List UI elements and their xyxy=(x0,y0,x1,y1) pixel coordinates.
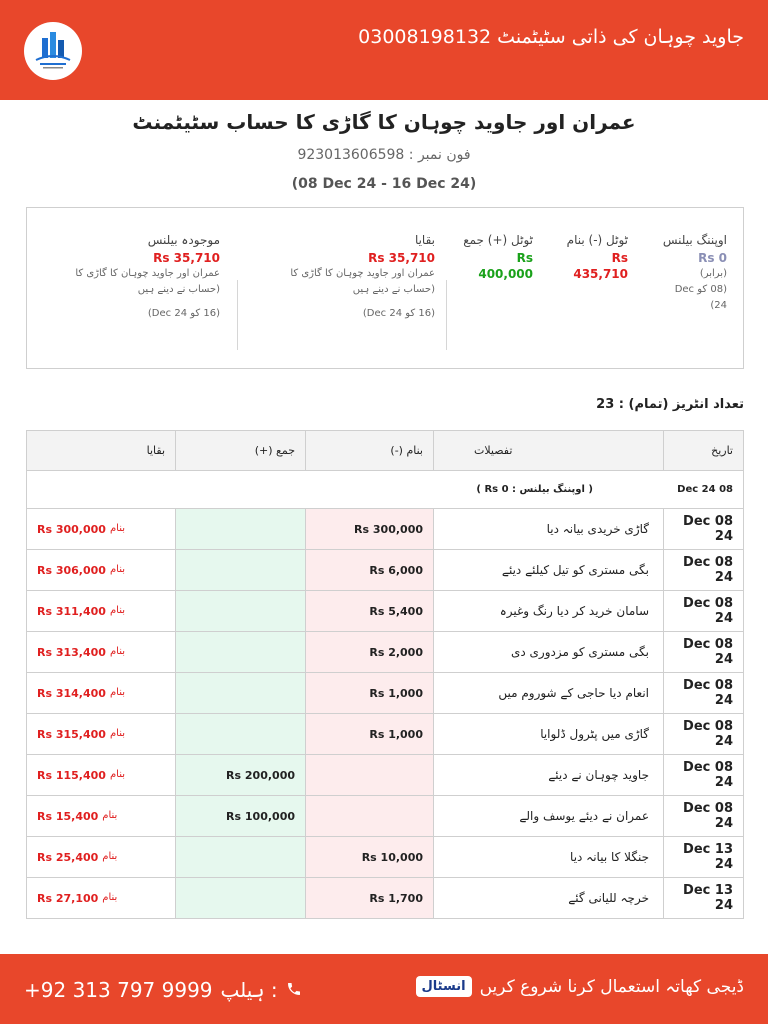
row-balance: بنام Rs 27,100 xyxy=(37,891,118,905)
row-details: جاوید چوہان نے دیئے xyxy=(433,755,663,795)
table-body xyxy=(27,509,743,919)
row-balance: بنام Rs 15,400 xyxy=(37,809,118,823)
row-credit xyxy=(175,550,305,590)
row-debit: Rs 1,000 xyxy=(305,714,433,754)
table-row xyxy=(27,878,743,919)
row-date: 08 Dec 24 xyxy=(663,796,743,836)
row-details: انعام دیا حاجی کے شوروم میں xyxy=(433,673,663,713)
opening-balance-row xyxy=(27,471,743,509)
row-credit: Rs 100,000 xyxy=(175,796,305,836)
header-title: جاوید چوہان کی ذاتی سٹیٹمنٹ 03008198132 xyxy=(358,26,744,48)
row-balance: بنام Rs 306,000 xyxy=(37,563,125,577)
row-details: خرچہ للیانی گئے xyxy=(433,878,663,918)
row-details: جنگلا کا بیانہ دیا xyxy=(433,837,663,877)
table-row xyxy=(27,755,743,796)
table-row xyxy=(27,673,743,714)
row-credit xyxy=(175,673,305,713)
row-credit xyxy=(175,509,305,549)
row-date: 13 Dec 24 xyxy=(663,837,743,877)
summary-divider xyxy=(237,280,238,350)
row-balance: بنام Rs 311,400 xyxy=(37,604,125,618)
help-label: ہیلپ : xyxy=(220,978,278,1002)
row-date: 08 Dec 24 xyxy=(663,591,743,631)
cta-text: ڈیجی کھاتہ استعمال کرنا شروع کریں xyxy=(479,977,744,997)
row-balance: بنام Rs 25,400 xyxy=(37,850,118,864)
header-date: تاریخ xyxy=(663,431,743,470)
row-details: بگی مستری کو مزدوری دی xyxy=(433,632,663,672)
statement-phone: فون نمبر : 923013606598 xyxy=(297,147,471,163)
header-debit: بنام (-) xyxy=(305,431,433,470)
table-row xyxy=(27,591,743,632)
header-credit: جمع (+) xyxy=(175,431,305,470)
entries-count: تعداد انٹریز (تمام) : 23 xyxy=(596,397,744,412)
summary-box xyxy=(26,207,744,369)
row-debit: Rs 2,000 xyxy=(305,632,433,672)
header xyxy=(0,0,768,100)
row-debit xyxy=(305,755,433,795)
table-row xyxy=(27,796,743,837)
opening-date: 08 Dec 24 xyxy=(677,484,733,495)
summary-remaining: بقایا Rs 35,710 عمران اور جاوید چوہان کا گاڑی کا (حساب نے دینے ہیں (16 کو Dec 24) xyxy=(290,233,435,319)
row-balance: بنام Rs 115,400 xyxy=(37,768,125,782)
header-details: تفصیلات xyxy=(433,431,663,470)
help-number[interactable]: +92 313 797 9999 xyxy=(24,978,213,1002)
row-credit xyxy=(175,632,305,672)
summary-total-debit: ٹوٹل (-) بنام Rs 435,710 xyxy=(566,233,628,281)
table-row xyxy=(27,509,743,550)
row-date: 08 Dec 24 xyxy=(663,755,743,795)
summary-opening: اوپننگ بیلنس Rs 0 (برابر) (08 کو Dec 24) xyxy=(662,233,727,311)
row-credit: Rs 200,000 xyxy=(175,755,305,795)
row-credit xyxy=(175,878,305,918)
row-date: 08 Dec 24 xyxy=(663,714,743,754)
table-header-row xyxy=(27,431,743,471)
row-details: سامان خرید کر دیا رنگ وغیرہ xyxy=(433,591,663,631)
summary-divider xyxy=(446,280,447,350)
row-debit: Rs 1,700 xyxy=(305,878,433,918)
statement-title: عمران اور جاوید چوہان کا گاڑی کا حساب سٹیٹمنٹ xyxy=(132,110,636,134)
table-row xyxy=(27,632,743,673)
row-details: گاڑی میں پٹرول ڈلوایا xyxy=(433,714,663,754)
app-logo xyxy=(24,22,82,80)
statement-date-range: (08 Dec 24 - 16 Dec 24) xyxy=(291,176,477,192)
table-row xyxy=(27,837,743,878)
help-contact[interactable] xyxy=(24,978,302,1002)
footer xyxy=(0,954,768,1024)
summary-total-credit: ٹوٹل (+) جمع Rs 400,000 xyxy=(463,233,533,281)
row-balance: بنام Rs 314,400 xyxy=(37,686,125,700)
install-button[interactable]: انسٹال xyxy=(416,976,472,997)
row-date: 13 Dec 24 xyxy=(663,878,743,918)
row-debit xyxy=(305,796,433,836)
row-balance: بنام Rs 300,000 xyxy=(37,522,125,536)
table-row xyxy=(27,714,743,755)
row-details: بگی مستری کو تیل کیلئے دیئے xyxy=(433,550,663,590)
row-credit xyxy=(175,714,305,754)
row-debit: Rs 10,000 xyxy=(305,837,433,877)
row-details: گاڑی خریدی بیانہ دیا xyxy=(433,509,663,549)
header-balance: بقایا xyxy=(146,444,165,457)
row-balance: بنام Rs 315,400 xyxy=(37,727,125,741)
row-date: 08 Dec 24 xyxy=(663,632,743,672)
row-debit: Rs 6,000 xyxy=(305,550,433,590)
opening-text: ( Rs 0 : اوپننگ بیلنس ) xyxy=(476,484,593,495)
row-debit: Rs 300,000 xyxy=(305,509,433,549)
row-date: 08 Dec 24 xyxy=(663,673,743,713)
row-date: 08 Dec 24 xyxy=(663,509,743,549)
row-credit xyxy=(175,837,305,877)
row-credit xyxy=(175,591,305,631)
table-row xyxy=(27,550,743,591)
row-debit: Rs 5,400 xyxy=(305,591,433,631)
entries-table xyxy=(26,430,744,919)
row-debit: Rs 1,000 xyxy=(305,673,433,713)
summary-current-balance: موجودہ بیلنس Rs 35,710 عمران اور جاوید چوہان کا گاڑی کا (حساب نے دینے ہیں (16 کو Dec 24) xyxy=(75,233,220,319)
row-details: عمران نے دیئے یوسف والے xyxy=(433,796,663,836)
phone-icon xyxy=(286,978,302,1002)
cta xyxy=(416,976,744,997)
row-date: 08 Dec 24 xyxy=(663,550,743,590)
row-balance: بنام Rs 313,400 xyxy=(37,645,125,659)
